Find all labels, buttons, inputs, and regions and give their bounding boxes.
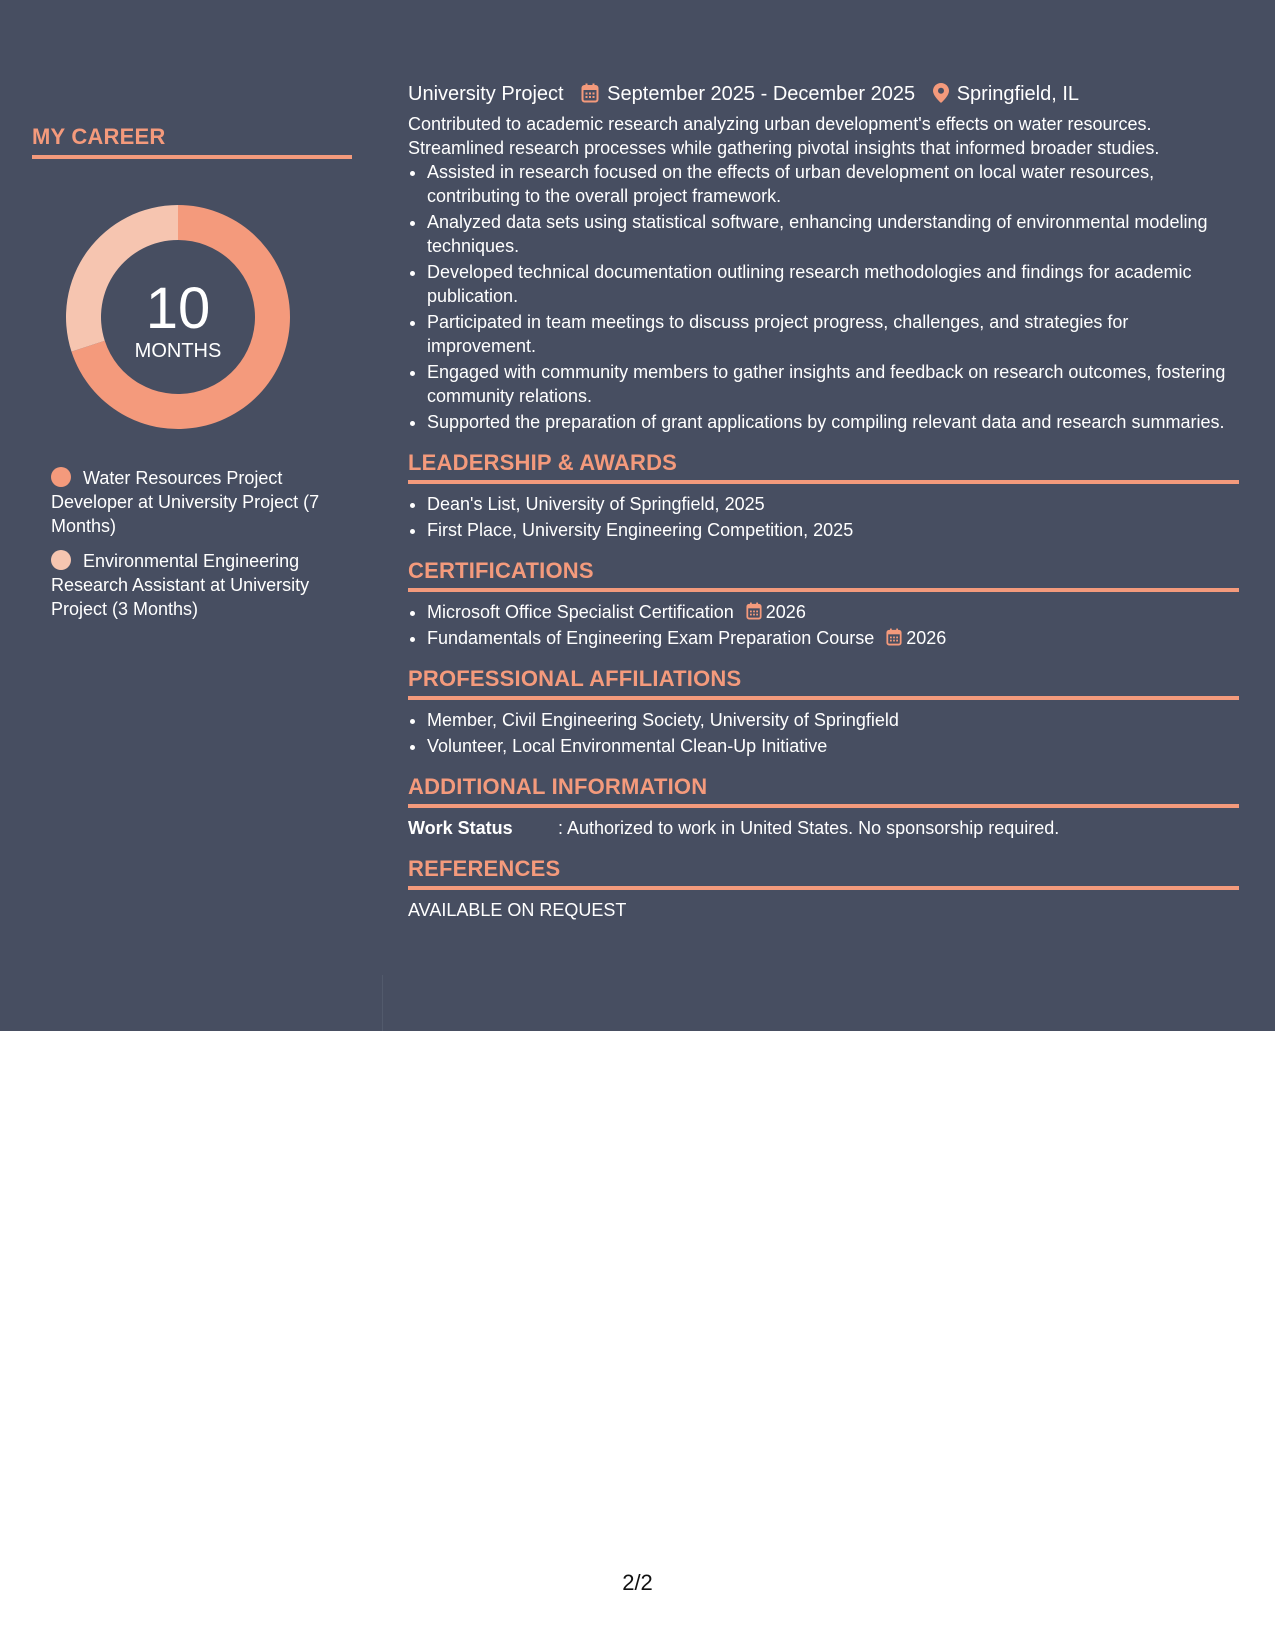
calendar-icon bbox=[581, 83, 599, 103]
calendar-icon bbox=[886, 628, 902, 646]
job-location: Springfield, IL bbox=[956, 83, 1079, 105]
job-company: University Project bbox=[408, 83, 564, 105]
career-legend bbox=[51, 466, 341, 632]
job-bullet: • Engaged with community members to gather insights and feedback on research outcomes, fostering community relations. bbox=[427, 360, 1239, 408]
job-bullet: • Assisted in research focused on the effects of urban development on local water resources, contributing to the overall project framework. bbox=[427, 160, 1239, 208]
job-dates: September 2025 - December 2025 bbox=[607, 83, 916, 105]
certifications-list bbox=[408, 600, 1239, 650]
affiliation-item: • Volunteer, Local Environmental Clean-Up Initiative bbox=[427, 734, 1239, 758]
location-pin-icon bbox=[933, 83, 949, 103]
certification-item bbox=[427, 600, 1239, 624]
career-heading: MY CAREER bbox=[32, 124, 352, 159]
job-bullet: • Participated in team meetings to discuss project progress, challenges, and strategies for improvement. bbox=[427, 310, 1239, 358]
certification-item bbox=[427, 626, 1239, 650]
job-bullets bbox=[408, 160, 1239, 434]
leadership-list bbox=[408, 492, 1239, 542]
calendar-icon bbox=[746, 602, 762, 620]
references-text: AVAILABLE ON REQUEST bbox=[408, 900, 627, 920]
certification-year: 2026 bbox=[765, 602, 806, 622]
certification-name: Fundamentals of Engineering Exam Preparation Course bbox=[427, 628, 875, 648]
job-header bbox=[408, 80, 1239, 108]
job-bullet: • Developed technical documentation outlining research methodologies and findings for academic publication. bbox=[427, 260, 1239, 308]
total-months-number: 10 bbox=[145, 276, 211, 341]
job-bullet: • Analyzed data sets using statistical software, enhancing understanding of environmental modeling techniques. bbox=[427, 210, 1239, 258]
leadership-item: • Dean's List, University of Springfield, 2025 bbox=[427, 492, 1239, 516]
work-status-row bbox=[408, 816, 1239, 840]
work-status-label: Work Status bbox=[408, 818, 513, 838]
leadership-item: • First Place, University Engineering Competition, 2025 bbox=[427, 518, 1239, 542]
certification-name: Microsoft Office Specialist Certification bbox=[427, 602, 734, 622]
total-months-unit: MONTHS bbox=[134, 340, 222, 362]
leadership-section bbox=[408, 450, 1239, 542]
donut-center bbox=[65, 204, 291, 430]
additional-info-section bbox=[408, 774, 1239, 840]
job-bullet: • Supported the preparation of grant applications by compiling relevant data and research summaries. bbox=[427, 410, 1239, 434]
certification-year: 2026 bbox=[906, 628, 947, 648]
additional-info-heading: ADDITIONAL INFORMATION bbox=[408, 774, 1239, 808]
career-legend-item bbox=[51, 466, 341, 538]
legend-dot-icon bbox=[51, 550, 71, 570]
leadership-heading: LEADERSHIP & AWARDS bbox=[408, 450, 1239, 484]
main-column bbox=[408, 80, 1239, 922]
career-item-label: Environmental Engineering Research Assistant at University Project (3 Months) bbox=[51, 551, 310, 619]
certifications-heading: CERTIFICATIONS bbox=[408, 558, 1239, 592]
career-legend-item bbox=[51, 549, 341, 621]
career-column bbox=[32, 124, 352, 619]
certifications-section bbox=[408, 558, 1239, 650]
affiliation-item: • Member, Civil Engineering Society, University of Springfield bbox=[427, 708, 1239, 732]
career-donut-chart bbox=[65, 204, 291, 430]
job-summary: Contributed to academic research analyzing urban development's effects on water resources. Streamlined research processes while gathering pivotal insights that informed broader studies. bbox=[408, 114, 1160, 158]
career-item-label: Water Resources Project Developer at University Project (7 Months) bbox=[51, 468, 320, 536]
references-section bbox=[408, 856, 1239, 922]
column-divider bbox=[382, 975, 383, 1031]
references-heading: REFERENCES bbox=[408, 856, 1239, 890]
affiliations-heading: PROFESSIONAL AFFILIATIONS bbox=[408, 666, 1239, 700]
work-status-value: : Authorized to work in United States. No sponsorship required. bbox=[558, 818, 1060, 838]
page-number: 2/2 bbox=[622, 1570, 653, 1595]
affiliations-section bbox=[408, 666, 1239, 758]
legend-dot-icon bbox=[51, 467, 71, 487]
affiliations-list bbox=[408, 708, 1239, 758]
